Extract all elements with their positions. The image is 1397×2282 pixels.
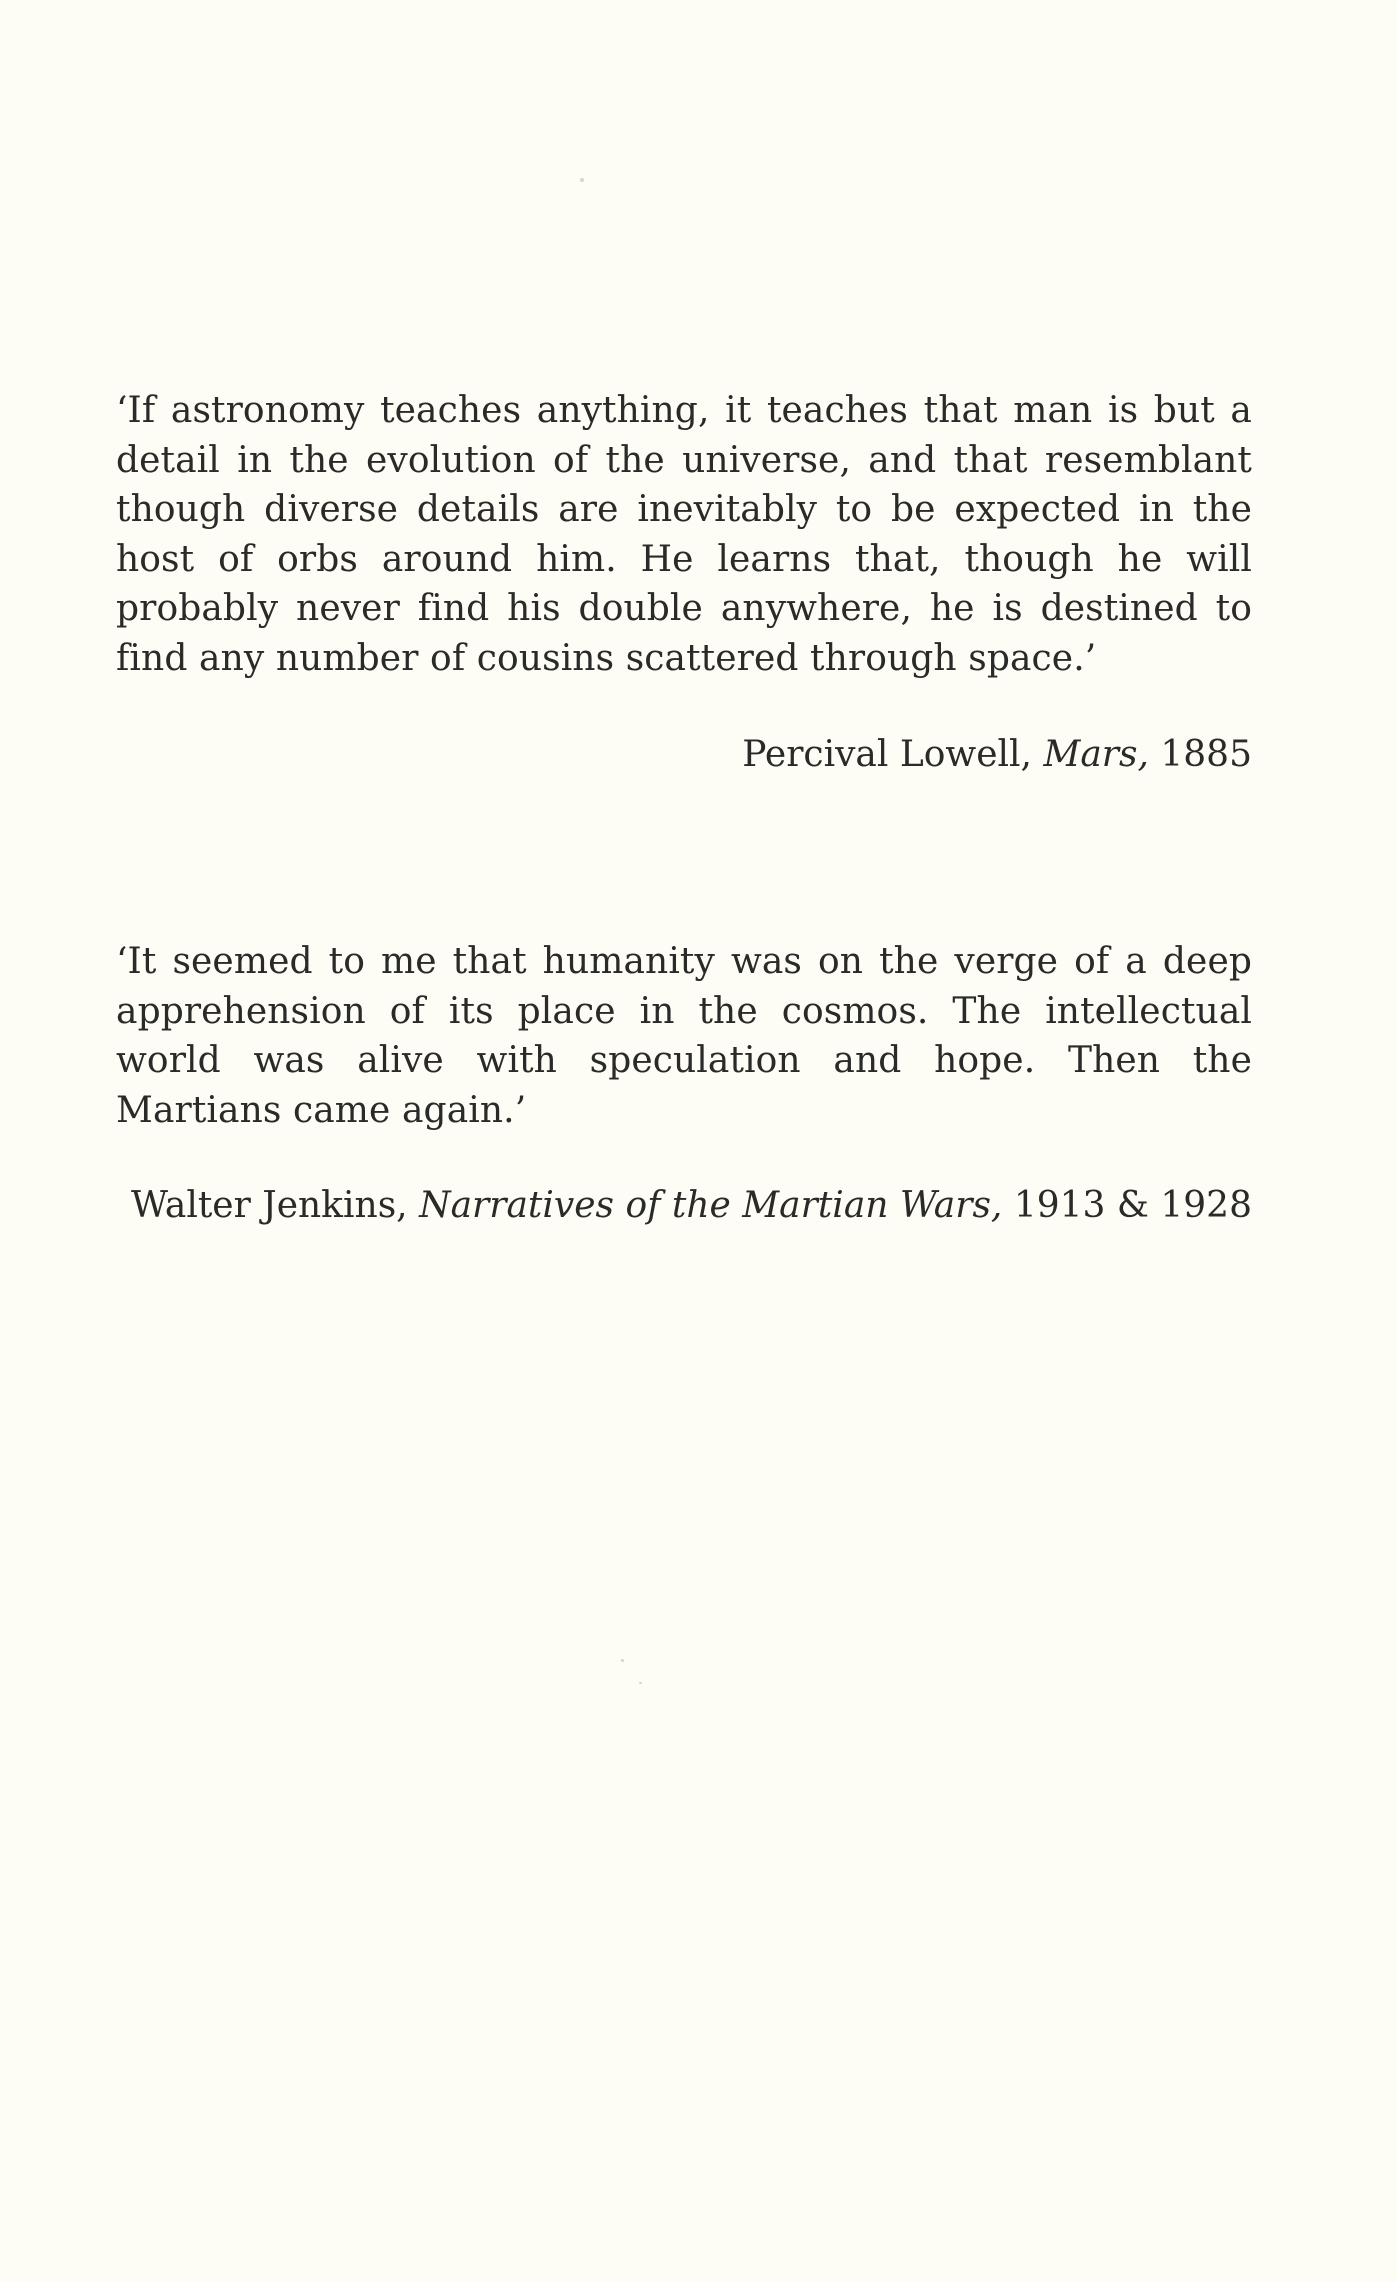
epigraph-quote: ‘It seemed to me that humanity was on the verge of a deep apprehension of its place in the cosmos. The intellectual world was alive with speculation and hope. Then the Martians came again.’ <box>116 941 1252 1131</box>
attribution-work-title: Mars, <box>1043 734 1149 775</box>
attribution-author: Percival Lowell, <box>742 734 1033 775</box>
attribution-work-title: Narratives of the Martian Wars, <box>419 1185 1003 1226</box>
paper-speck <box>639 1682 642 1684</box>
epigraph-quote: ‘If astronomy teaches anything, it teaches that man is but a detail in the evolution of the universe, and that resemblant though diverse details are inevitably to be expected in the host of orbs around him. He learns that, though he will probably never find his double anywhere, he is destined to find any number of cousins scattered through space.’ <box>116 390 1252 679</box>
paper-speck <box>580 178 584 182</box>
epigraph-attribution <box>116 730 1252 780</box>
epigraph-jenkins <box>116 937 1252 1231</box>
attribution-year: 1885 <box>1160 734 1252 775</box>
attribution-author: Walter Jenkins, <box>130 1185 408 1226</box>
paper-speck <box>621 1659 624 1662</box>
epigraph-lowell <box>116 386 1252 780</box>
epigraph-attribution <box>116 1181 1252 1231</box>
attribution-year: 1913 & 1928 <box>1013 1185 1252 1226</box>
